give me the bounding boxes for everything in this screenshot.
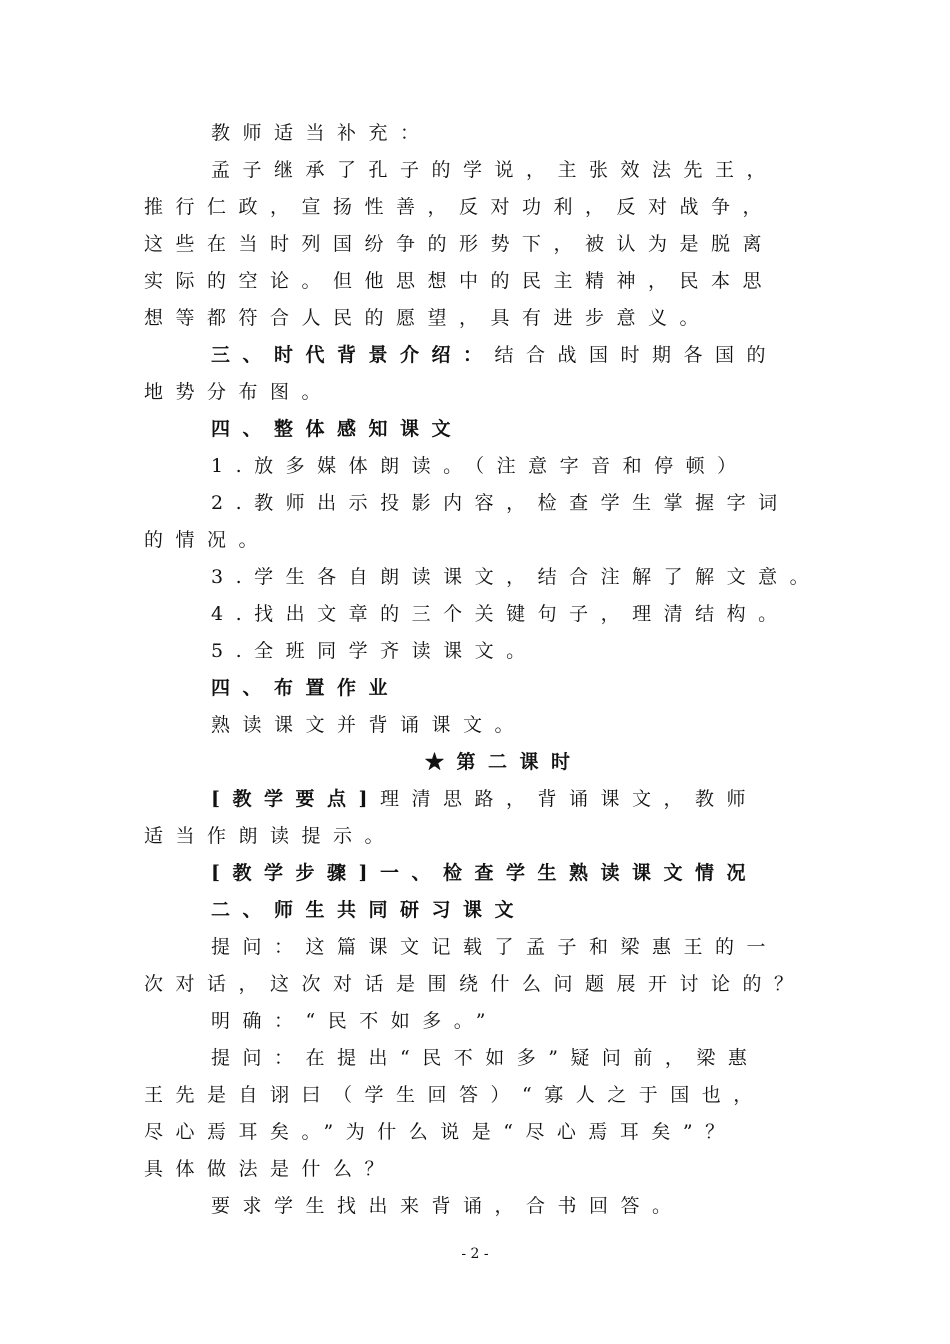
text-line: 的情况。 bbox=[144, 529, 271, 551]
list-item: 4.找出文章的三个关键句子，理清结构。 bbox=[211, 603, 790, 625]
text-line: 孟子继承了孔子的学说，主张效法先王， bbox=[211, 159, 779, 181]
section-heading: 二、师生共同研习课文 bbox=[211, 899, 527, 921]
section-heading: 四、整体感知课文 bbox=[211, 418, 464, 440]
list-item: 1.放多媒体朗读。（注意字音和停顿） bbox=[211, 455, 749, 477]
text-line: 理清思路，背诵课文，教师 bbox=[379, 788, 758, 810]
text-line: 地势分布图。 bbox=[144, 381, 334, 403]
list-item: 2.教师出示投影内容，检查学生掌握字词 bbox=[211, 492, 790, 514]
section-heading-line bbox=[0, 343, 950, 380]
text-line: 王先是自诩曰（学生回答）“寡人之于国也， bbox=[144, 1084, 765, 1106]
text-line: 推行仁政，宣扬性善，反对功利，反对战争， bbox=[144, 196, 775, 218]
section-heading: [教学要点] bbox=[211, 788, 380, 810]
text-line: 熟读课文并背诵课文。 bbox=[211, 714, 527, 736]
section-heading: 四、布置作业 bbox=[211, 677, 401, 699]
page-number: - 2 - bbox=[461, 1246, 489, 1262]
text-line: 明确：“民不如多。” bbox=[211, 1010, 498, 1032]
text-line: 提问：在提出“民不如多”疑问前，梁惠 bbox=[211, 1047, 760, 1069]
text-line: 教师适当补充： bbox=[211, 122, 432, 144]
section-heading: 三、时代背景介绍： bbox=[211, 344, 495, 366]
teaching-points-line bbox=[0, 787, 950, 824]
text-line: 具体做法是什么？ bbox=[144, 1158, 397, 1180]
text-line: 实际的空论。但他思想中的民主精神，民本思 bbox=[144, 270, 775, 292]
text-line: 次对话，这次对话是围绕什么问题展开讨论的？ bbox=[144, 973, 806, 995]
text-line: 适当作朗读提示。 bbox=[144, 825, 397, 847]
text-line: 结合战国时期各国的 bbox=[494, 344, 779, 366]
text-line: 这些在当时列国纷争的形势下，被认为是脱离 bbox=[144, 233, 775, 255]
text-line: 要求学生找出来背诵，合书回答。 bbox=[211, 1195, 684, 1217]
list-item: 3.学生各自朗读课文，结合注解了解文意。 bbox=[211, 566, 822, 588]
lesson-title: ★第二课时 bbox=[425, 751, 583, 773]
text-line: 提问：这篇课文记载了孟子和梁惠王的一 bbox=[211, 936, 779, 958]
section-heading: [教学步骤]一、检查学生熟读课文情况 bbox=[211, 862, 758, 884]
text-line: 想等都符合人民的愿望，具有进步意义。 bbox=[144, 307, 712, 329]
text-line: 尽心焉耳矣。”为什么说是“尽心焉耳矣”？ bbox=[144, 1121, 737, 1143]
list-item: 5.全班同学齐读课文。 bbox=[211, 640, 538, 662]
